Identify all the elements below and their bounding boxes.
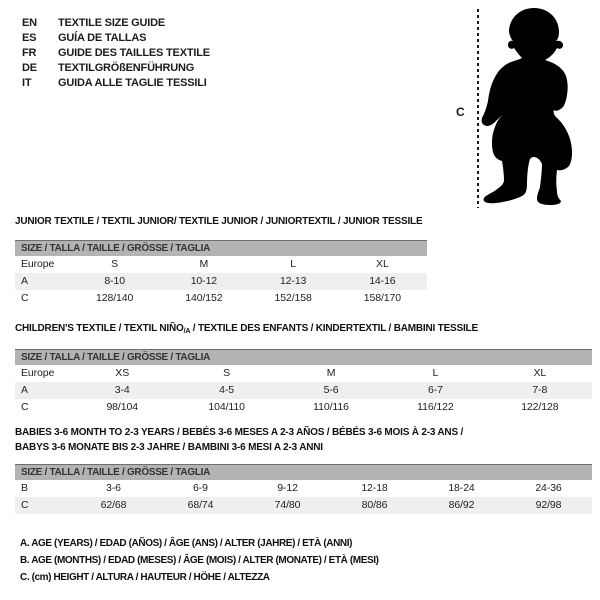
language-code: DE	[22, 62, 37, 74]
size-cell: 7-8	[532, 384, 548, 396]
size-cell: 74/80	[274, 499, 301, 511]
size-cell: 4-5	[219, 384, 235, 396]
footnote-a: A. AGE (YEARS) / EDAD (AÑOS) / ÂGE (ANS) / ALTER (JAHRE) / ETÀ (ANNI)	[20, 538, 353, 549]
language-code: EN	[22, 17, 37, 29]
size-header-band: SIZE / TALLA / TAILLE / GRÖSSE / TAGLIA	[15, 464, 592, 480]
size-cell: 10-12	[190, 275, 218, 287]
size-cell: 122/128	[521, 401, 559, 413]
table-title-pre: CHILDREN'S TEXTILE / TEXTIL NIÑO	[15, 323, 184, 334]
size-header-band: SIZE / TALLA / TAILLE / GRÖSSE / TAGLIA	[15, 240, 427, 256]
table-row	[15, 256, 427, 273]
size-cell: 12-18	[361, 482, 388, 494]
table-rows	[15, 256, 427, 307]
size-cell: 98/104	[106, 401, 138, 413]
row-label: B	[21, 482, 28, 494]
size-cell: 86/92	[448, 499, 475, 511]
size-cell: 110/116	[313, 401, 349, 413]
table-row	[15, 290, 427, 307]
language-label: GUIDA ALLE TAGLIE TESSILI	[58, 77, 207, 89]
size-cell: 12-13	[279, 275, 307, 287]
language-row	[22, 76, 210, 91]
footnote-c: C. (cm) HEIGHT / ALTURA / HAUTEUR / HÖHE / ALTEZZA	[20, 572, 270, 583]
size-cell: M	[326, 367, 336, 379]
size-cell: 8-10	[104, 275, 125, 287]
size-cell: XL	[376, 258, 389, 270]
size-cell: 104/110	[208, 401, 245, 413]
table-row	[15, 273, 427, 290]
row-label: C	[21, 401, 29, 413]
language-code: FR	[22, 47, 37, 59]
table-rows	[15, 480, 592, 514]
language-list	[22, 16, 210, 91]
height-measure-label: C	[456, 105, 465, 119]
size-cell: 14-16	[369, 275, 396, 287]
row-label: C	[21, 499, 29, 511]
size-cell: 3-4	[114, 384, 130, 396]
size-cell: L	[432, 367, 439, 379]
row-label: A	[21, 384, 28, 396]
table-title: JUNIOR TEXTILE / TEXTIL JUNIOR/ TEXTILE JUNIOR / JUNIORTEXTIL / JUNIOR TESSILE	[15, 216, 423, 227]
junior-textile-table	[15, 215, 427, 307]
language-row	[22, 31, 210, 46]
size-cell: 92/98	[535, 499, 562, 511]
size-cell: 6-7	[427, 384, 443, 396]
table-title: BABIES 3-6 MONTH TO 2-3 YEARS / BEBÉS 3-6 MESES A 2-3 AÑOS / BÉBÉS 3-6 MOIS À 2-3 ANS /	[15, 427, 464, 438]
size-cell: S	[223, 367, 231, 379]
row-label: C	[21, 292, 29, 304]
table-title-sub: /A	[183, 328, 191, 335]
size-cell: 158/170	[363, 292, 401, 304]
size-cell: 6-9	[193, 482, 208, 494]
table-row	[15, 497, 592, 514]
size-cell: 18-24	[448, 482, 475, 494]
children-textile-table	[15, 322, 592, 416]
babies-textile-table	[15, 425, 592, 514]
size-cell: S	[111, 258, 119, 270]
table-row	[15, 382, 592, 399]
table-row	[15, 399, 592, 416]
table-title-line2: BABYS 3-6 MONATE BIS 2-3 JAHRE / BAMBINI 3-6 MESI A 2-3 ANNI	[15, 442, 323, 453]
size-cell: 24-36	[535, 482, 562, 494]
size-cell: 9-12	[277, 482, 298, 494]
height-figure	[450, 3, 600, 209]
table-row	[15, 365, 592, 382]
table-row	[15, 480, 592, 497]
size-cell: L	[290, 258, 296, 270]
table-rows	[15, 365, 592, 416]
language-label: TEXTILE SIZE GUIDE	[58, 17, 166, 29]
footnotes	[20, 535, 379, 586]
row-label: Europe	[21, 258, 55, 270]
language-label: TEXTILGRÖßENFÜHRUNG	[58, 62, 195, 74]
language-row	[22, 61, 210, 76]
size-cell: 5-6	[323, 384, 339, 396]
size-cell: M	[199, 258, 209, 270]
table-title	[15, 322, 592, 338]
row-label: Europe	[21, 367, 55, 379]
size-cell: 80/86	[361, 499, 388, 511]
toddler-silhouette-icon	[470, 3, 600, 206]
size-cell: XS	[115, 367, 130, 379]
language-row	[22, 46, 210, 61]
size-cell: 116/122	[417, 401, 454, 413]
language-code: ES	[22, 32, 37, 44]
size-cell: XL	[533, 367, 547, 379]
language-row	[22, 16, 210, 31]
table-title-post: / TEXTILE DES ENFANTS / KINDERTEXTIL / BAMBINI TESSILE	[190, 323, 478, 334]
row-label: A	[21, 275, 28, 287]
size-cell: 128/140	[95, 292, 134, 304]
size-header-band: SIZE / TALLA / TAILLE / GRÖSSE / TAGLIA	[15, 349, 592, 365]
footnote-b: B. AGE (MONTHS) / EDAD (MESES) / ÂGE (MOIS) / ALTER (MONATE) / ETÀ (MESI)	[20, 555, 379, 566]
size-cell: 3-6	[106, 482, 121, 494]
size-cell: 62/68	[100, 499, 127, 511]
size-cell: 68/74	[187, 499, 214, 511]
language-code: IT	[22, 77, 32, 89]
language-label: GUÍA DE TALLAS	[58, 32, 147, 44]
size-cell: 152/158	[274, 292, 312, 304]
size-cell: 140/152	[185, 292, 223, 304]
language-label: GUIDE DES TAILLES TEXTILE	[58, 47, 210, 59]
